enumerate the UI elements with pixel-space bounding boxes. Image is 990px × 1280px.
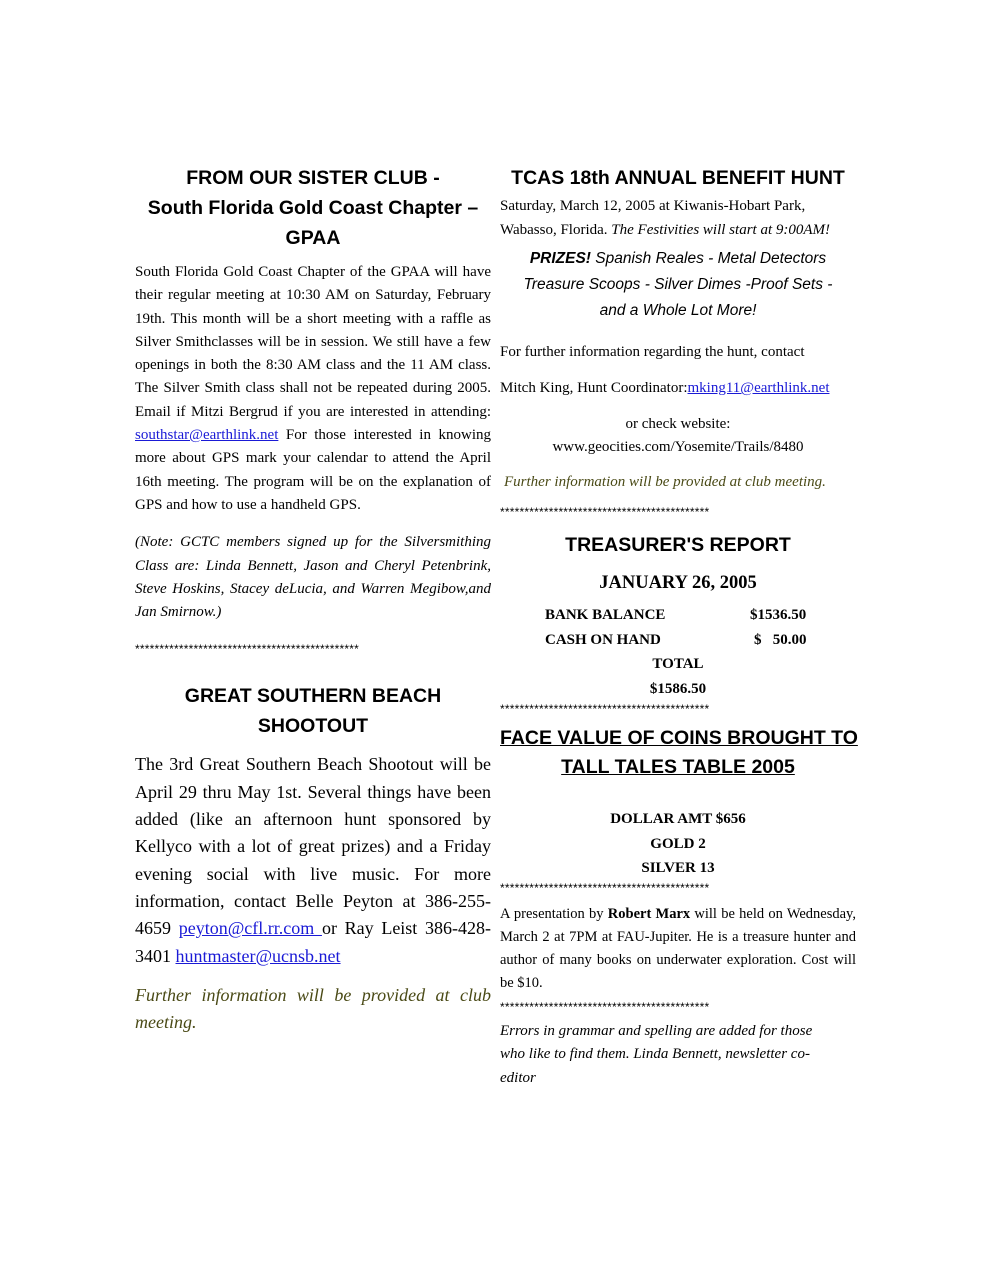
coins-heading-1: FACE VALUE OF COINS BROUGHT TO	[500, 727, 858, 749]
separator-stars-2: *******************************************	[500, 702, 710, 716]
sister-club-body-text-2: For those interested in knowing more about GPS mark your calendar to attend the April 16th meeting. The program will be on the explanation of GPS and how to use a handheld GPS.	[135, 427, 491, 513]
benefit-hunt-footer: Further information will be provided at club meeting.	[504, 474, 826, 490]
cash-on-hand-label: CASH ON HAND	[545, 631, 661, 648]
silversmith-note: (Note: GCTC members signed up for the Silversmithing Class are: Linda Bennett, Jason and Cheryl Petenbrink, Steve Hoskins, Stacey deLucia, and Warren Megibow,and Jan Smirnow.)	[135, 534, 491, 621]
shootout-heading-1: GREAT SOUTHERN BEACH	[184, 685, 442, 708]
shootout-footer: Further information will be provided at club meeting.	[135, 984, 491, 1033]
huntmaster-email-link[interactable]: huntmaster@ucnsb.net	[175, 945, 341, 966]
coordinator-text: Mitch King, Hunt Coordinator:	[500, 380, 688, 396]
coins-gold: GOLD 2	[650, 835, 706, 852]
prizes-line-3: and a Whole Lot More!	[599, 302, 757, 319]
total-label: TOTAL	[652, 656, 704, 672]
errors-note: Errors in grammar and spelling are added for those who like to find them. Linda Bennett, newsletter co-editor	[500, 1022, 813, 1086]
prizes-line-1-text: Spanish Reales - Metal Detectors	[590, 250, 827, 267]
southstar-email-link[interactable]: southstar@earthlink.net	[135, 427, 279, 444]
shootout-body-text-2: or Ray Leist 386-428-3401	[135, 918, 491, 966]
coins-silver: SILVER 13	[641, 860, 715, 876]
right-column	[500, 163, 858, 1086]
sister-club-body	[135, 261, 491, 517]
coins-dollar: DOLLAR AMT $656	[610, 811, 746, 827]
coins-heading-2: TALL TALES TABLE 2005	[561, 756, 795, 778]
mking-email-link[interactable]: mking11@earthlink.net	[687, 380, 830, 396]
presentation-text	[500, 903, 856, 996]
sister-club-heading-3: GPAA	[285, 227, 341, 249]
coordinator-line	[500, 378, 856, 398]
prizes-line-1	[500, 246, 856, 272]
check-website-text: or check website:	[625, 416, 731, 432]
further-info-text: For further information regarding the hunt, contact	[500, 344, 805, 360]
prizes-label: PRIZES!	[529, 250, 591, 267]
separator-stars: **********************************************	[135, 642, 360, 657]
treasurer-heading: TREASURER'S REPORT	[565, 534, 791, 556]
presenter-name: Robert Marx	[607, 905, 691, 922]
peyton-email-link[interactable]: peyton@cfl.rr.com	[178, 918, 322, 939]
shootout-heading-2: SHOOTOUT	[257, 715, 369, 738]
shootout-body-text: The 3rd Great Southern Beach Shootout will be April 29 thru May 1st. Several things have been added (like an afternoon hunt sponsored by Kellyco with a lot of great prizes) and a Friday evening social with live music. For more information, contact Belle Peyton at 386-255-4659	[135, 754, 491, 939]
total-value: $1586.50	[649, 680, 707, 697]
separator-stars-3: *******************************************	[500, 880, 710, 895]
treasurer-table	[500, 603, 856, 652]
bank-balance-value: $1536.50	[750, 607, 807, 623]
errors-note-box	[500, 1020, 835, 1086]
bank-balance-row	[545, 603, 856, 628]
bank-balance-label: BANK BALANCE	[545, 607, 666, 623]
presentation-post: will be held on Wednesday, March 2 at 7PM at FAU-Jupiter. He is a treasure hunter and author of many books on underwater exploration. Cost will be $10.	[500, 905, 856, 992]
benefit-hunt-intro	[500, 195, 856, 242]
website-url[interactable]: www.geocities.com/Yosemite/Trails/8480	[552, 439, 804, 455]
presentation-pre: A presentation by	[500, 905, 608, 922]
sister-club-heading-1: FROM OUR SISTER CLUB -	[186, 167, 440, 189]
left-column	[135, 163, 491, 1036]
sister-club-body-text: South Florida Gold Coast Chapter of the GPAA will have their regular meeting at 10:30 AM on Saturday, February 19th. This month will be a short meeting with a raffle as Silver Smithclasses will be in session. We still have a few openings in both the 8:30 AM class and the 11 AM class. The Silver Smith class shall not be repeated during 2005. Email if Mitzi Bergrud if you are interested in attending:	[135, 264, 491, 420]
benefit-hunt-heading: TCAS 18th ANNUAL BENEFIT HUNT	[511, 167, 845, 189]
prizes-line-2: Treasure Scoops - Silver Dimes -Proof Sets -	[523, 276, 833, 293]
cash-on-hand-value: $ 50.00	[754, 631, 807, 648]
treasurer-date: JANUARY 26, 2005	[599, 573, 757, 593]
separator-stars-4: *******************************************	[500, 999, 710, 1014]
prizes-block	[500, 246, 856, 324]
cash-on-hand-row	[545, 628, 856, 653]
separator-stars-1: *******************************************	[500, 505, 710, 519]
shootout-body	[135, 751, 491, 969]
benefit-hunt-intro-text: Saturday, March 12, 2005 at Kiwanis-Hobart Park, Wabasso, Florida.	[500, 198, 806, 238]
sister-club-heading-2: South Florida Gold Coast Chapter –	[147, 197, 479, 219]
benefit-hunt-start-time: The Festivities will start at 9:00AM!	[611, 221, 831, 238]
